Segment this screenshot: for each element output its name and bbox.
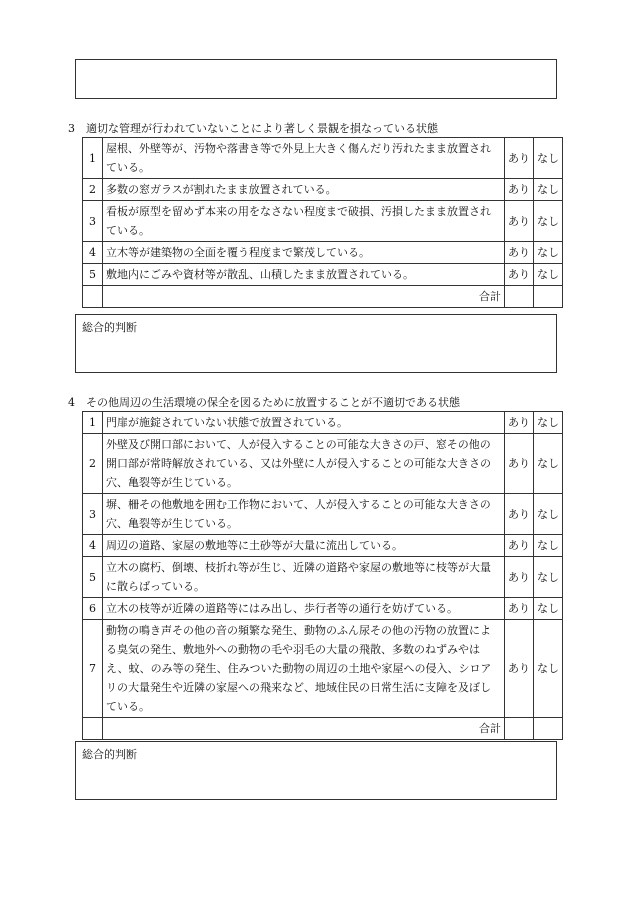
option-yes[interactable]: あり: [505, 412, 534, 434]
total-label: 合計: [103, 718, 505, 740]
option-yes[interactable]: あり: [505, 620, 534, 718]
option-no[interactable]: なし: [534, 494, 563, 535]
table-row: [83, 242, 563, 264]
total-row: [83, 718, 563, 740]
table-row: [83, 264, 563, 286]
row-condition: 動物の鳴き声その他の音の頻繁な発生、動物のふん尿その他の汚物の放置による臭気の発生、敷地外への動物の毛や羽毛の大量の飛散、多数のねずみやはえ、蚊、のみ等の発生、住みついた動物の周辺の土地や家屋への侵入、シロアリの大量発生や近隣の家屋への飛来など、地域住民の日常生活に支障を及ぼしている。: [103, 620, 505, 718]
row-condition: 多数の窓ガラスが割れたまま放置されている。: [103, 179, 505, 201]
row-condition: 立木等が建築物の全面を覆う程度まで繁茂している。: [103, 242, 505, 264]
option-yes[interactable]: あり: [505, 138, 534, 179]
total-label: 合計: [103, 286, 505, 308]
total-yes-cell[interactable]: [505, 286, 534, 308]
row-condition: 周辺の道路、家屋の敷地等に土砂等が大量に流出している。: [103, 535, 505, 557]
row-number: 3: [83, 201, 103, 242]
row-number: 1: [83, 412, 103, 434]
row-number: 7: [83, 620, 103, 718]
option-yes[interactable]: あり: [505, 179, 534, 201]
previous-judgment-box[interactable]: [75, 59, 557, 99]
table-row: [83, 179, 563, 201]
row-number: 6: [83, 598, 103, 620]
option-no[interactable]: なし: [534, 598, 563, 620]
row-number: 5: [83, 264, 103, 286]
option-yes[interactable]: あり: [505, 598, 534, 620]
row-number: 5: [83, 557, 103, 598]
option-yes[interactable]: あり: [505, 494, 534, 535]
total-yes-cell[interactable]: [505, 718, 534, 740]
row-number: 2: [83, 434, 103, 494]
option-yes[interactable]: あり: [505, 242, 534, 264]
option-no[interactable]: なし: [534, 242, 563, 264]
row-condition: 門扉が施錠されていない状態で放置されている。: [103, 412, 505, 434]
section4-heading: 4 その他周辺の生活環境の保全を図るために放置することが不適切である状態: [68, 396, 460, 409]
row-condition: 立木の腐朽、倒壊、枝折れ等が生じ、近隣の道路や家屋の敷地等に枝等が大量に散らばっている。: [103, 557, 505, 598]
option-yes[interactable]: あり: [505, 557, 534, 598]
option-yes[interactable]: あり: [505, 434, 534, 494]
table-row: [83, 138, 563, 179]
judgment-label: 総合的判断: [82, 321, 137, 334]
table-row: [83, 557, 563, 598]
option-no[interactable]: なし: [534, 434, 563, 494]
option-no[interactable]: なし: [534, 179, 563, 201]
judgment-label: 総合的判断: [82, 748, 137, 761]
row-condition: 屋根、外壁等が、汚物や落書き等で外見上大きく傷んだり汚れたまま放置されている。: [103, 138, 505, 179]
table-row: [83, 201, 563, 242]
table-row: [83, 620, 563, 718]
row-number: 3: [83, 494, 103, 535]
row-number: 2: [83, 179, 103, 201]
row-number: 1: [83, 138, 103, 179]
option-yes[interactable]: あり: [505, 535, 534, 557]
row-condition: 看板が原型を留めず本来の用をなさない程度まで破損、汚損したまま放置されている。: [103, 201, 505, 242]
option-no[interactable]: なし: [534, 201, 563, 242]
option-no[interactable]: なし: [534, 138, 563, 179]
section3-heading: 3 適切な管理が行われていないことにより著しく景観を損なっている状態: [68, 122, 438, 135]
option-yes[interactable]: あり: [505, 264, 534, 286]
row-condition: 立木の枝等が近隣の道路等にはみ出し、歩行者等の通行を妨げている。: [103, 598, 505, 620]
table-row: [83, 412, 563, 434]
section4-table: [82, 411, 563, 740]
row-condition: 敷地内にごみや資材等が散乱、山積したまま放置されている。: [103, 264, 505, 286]
table-row: [83, 494, 563, 535]
row-condition: 外壁及び開口部において、人が侵入することの可能な大きさの戸、窓その他の開口部が常時解放されている、又は外壁に人が侵入することの可能な大きさの穴、亀裂等が生じている。: [103, 434, 505, 494]
option-no[interactable]: なし: [534, 264, 563, 286]
option-no[interactable]: なし: [534, 535, 563, 557]
row-number: 4: [83, 535, 103, 557]
total-no-cell[interactable]: [534, 286, 563, 308]
section4-judgment-box[interactable]: [75, 741, 557, 800]
total-no-cell[interactable]: [534, 718, 563, 740]
option-no[interactable]: なし: [534, 412, 563, 434]
section3-table: [82, 137, 563, 308]
table-row: [83, 434, 563, 494]
option-yes[interactable]: あり: [505, 201, 534, 242]
row-number: 4: [83, 242, 103, 264]
option-no[interactable]: なし: [534, 620, 563, 718]
table-row: [83, 535, 563, 557]
section3-judgment-box[interactable]: [75, 314, 557, 373]
row-condition: 塀、柵その他敷地を囲む工作物において、人が侵入することの可能な大きさの穴、亀裂等が生じている。: [103, 494, 505, 535]
table-row: [83, 598, 563, 620]
option-no[interactable]: なし: [534, 557, 563, 598]
total-row: [83, 286, 563, 308]
